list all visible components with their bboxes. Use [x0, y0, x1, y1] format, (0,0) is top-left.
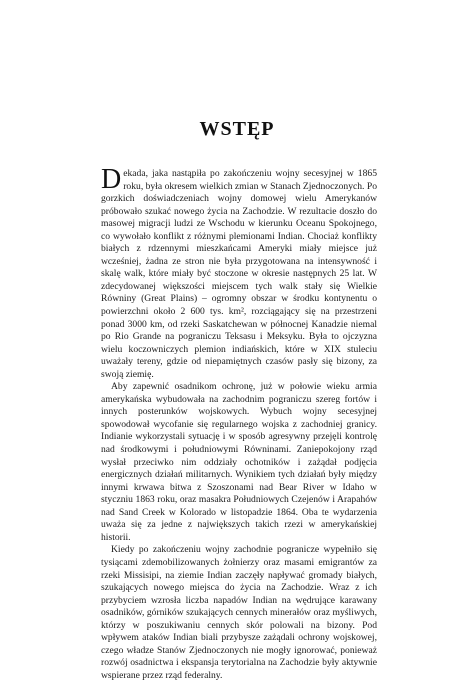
- paragraph-text: Aby zapewnić osadnikom ochronę, już w połowie wieku armia amerykańska wybudowała na zachodnim pograniczu szereg fortów i innych posterunków wojskowych. Wybuch wojny secesyjnej spowodował wycofanie się regularnego wojska z zachodniej granicy. Indianie wykorzystali sytuację i w sposób agresywny przejęli kontrolę nad środkowymi i południowymi Równinami. Zaniepokojony rząd wysłał przeciwko nim oddziały ochotników i zażądał podjęcia energicznych działań militarnych. Wynikiem tych działań były między innymi krwawa bitwa z Szoszonami nad Bear River w Idaho w styczniu 1863 roku, oraz masakra Południowych Czejenów i Arapahów nad Sand Creek w Kolorado w listopadzie 1864. Oba te wydarzenia uważa się za jedne z największych takich rzezi w amerykańskiej historii.: [101, 381, 377, 543]
- drop-cap: D: [101, 164, 122, 195]
- paragraph: [101, 381, 377, 544]
- chapter-heading: WSTĘP: [199, 118, 275, 140]
- body-text: [101, 164, 377, 682]
- paragraph-text: Kiedy po zakończeniu wojny zachodnie pogranicze wypełniło się tysiącami zdemobilizowanych żołnierzy oraz masami emigrantów za rzeki Missisipi, na ziemie Indian zaczęły napływać gromady białych, szukających nowego miejsca do życia na Zachodzie. Wraz z ich przybyciem wzrosła liczba napadów Indian na wędrujące karawany osadników, górników szukających cennych minerałów oraz myśliwych, którzy w poszukiwaniu cennych skór polowali na bizony. Pod wpływem ataków Indian biali przybysze zażądali ochrony wojskowej, czego władze Stanów Zjednoczonych nie mogły ignorować, ponieważ rozwój osadnictwa i ekspansja terytorialna na Zachodzie były aktywnie wspierane przez rząd federalny.: [101, 544, 377, 681]
- paragraph: [101, 544, 377, 682]
- paragraph: [101, 164, 377, 381]
- paragraph-text: ekada, jaka nastąpiła po zakończeniu wojny secesyjnej w 1865 roku, była okresem wielkich zmian w Stanach Zjednoczonych. Po gorzkich doświadczeniach wojny domowej wielu Amerykanów próbowało szukać nowego życia na Zachodzie. W rezultacie doszło do masowej migracji ludzi ze Wschodu w kierunku Oceanu Spokojnego, co wywołało konflikt z różnymi plemionami Indian. Chociaż konflikty białych z rdzennymi mieszkańcami Ameryki miały miejsce już wcześniej, żadna ze stron nie była przygotowana na intensywność i skalę walk, które miały być stoczone w okresie następnych 25 lat. W zdecydowanej większości miejscem tych walk stały się Wielkie Równiny (Great Plains) – ogromny obszar w środku kontynentu o powierzchni około 2 600 tys. km², rozciągający się na przestrzeni ponad 3000 km, od rzeki Saskatchewan w północnej Kanadzie niemal po Rio Grande na pograniczu Teksasu i Meksyku. Była to ojczyzna wielu koczowniczych plemion indiańskich, które w XIX stuleciu uważały tereny, gdzie od niepamiętnych czasów pasły się bizony, za swoją ziemię.: [101, 168, 377, 380]
